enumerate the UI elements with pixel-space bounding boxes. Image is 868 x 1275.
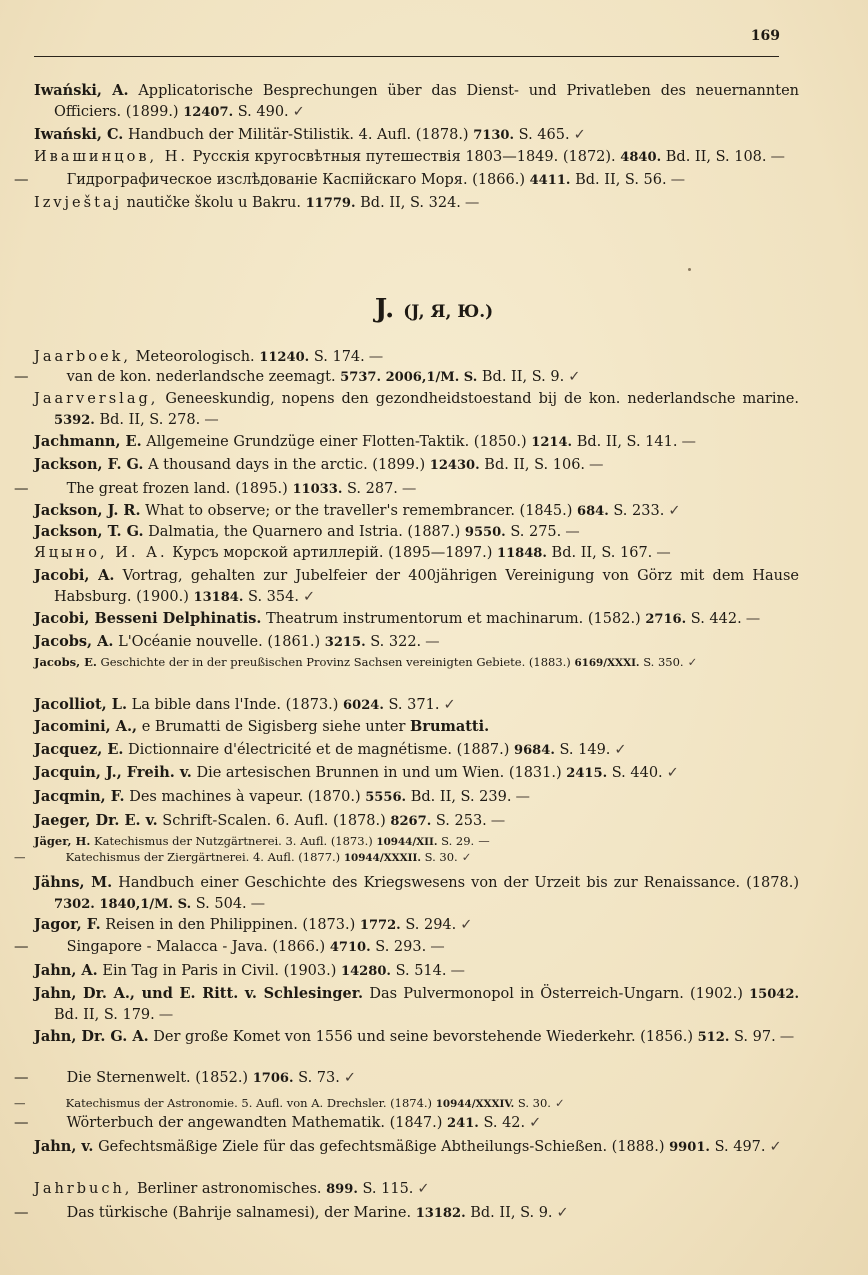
catalog-entry [14,1113,799,1134]
entry-reference: S. 504. [195,896,247,912]
dash-mark-icon: — [430,939,445,955]
dash-mark-icon: — [450,963,465,979]
catalog-entry [34,347,799,368]
catalog-entry [34,694,799,716]
entry-reference: S. 253. [435,813,487,829]
entry-number: 11033. [292,482,343,497]
entry-reference: S. 442. [690,611,742,627]
dash-mark-icon: — [490,813,506,829]
catalog-entry [34,1026,799,1048]
entry-reference: S. 293. [375,939,427,955]
entry-author: Iwański, C. [34,126,124,143]
checkmark-icon: ✓ [614,742,627,758]
entry-reference: S. 287. [346,481,398,497]
catalog-entry [34,983,799,1026]
entry-reference: Bd. II, S. 167. [551,545,653,561]
checkmark-icon: ✓ [417,1181,430,1197]
entry-number: 7130. [473,128,515,143]
catalog-entry [34,124,799,146]
entry-reference: S. 497. [714,1139,766,1155]
entry-reference: Bd. II, S. 278. [99,412,201,428]
entry-number: 4840. [620,150,662,165]
catalog-entry [34,1179,799,1200]
entry-reference: Bd. II, S. 179. [54,1007,155,1023]
entry-title: Ein Tag in Paris in Civil. (1903.) [102,963,337,979]
dash-mark-icon: — [656,545,671,561]
dash-mark-icon: — [770,149,785,165]
entry-reference: Bd. II, S. 9. [470,1205,553,1221]
ditto-dash: — [14,1205,29,1221]
checkmark-icon: ✓ [529,1115,542,1131]
entry-reference: S. 97. [733,1029,776,1045]
entry-reference: S. 294. [405,917,457,933]
entry-number: 3215. [324,635,366,650]
entry-number: 11779. [305,196,356,211]
entry-number: 12430. [429,458,480,473]
entry-title: Singapore - Malacca - Java. (1866.) [66,939,326,955]
entry-title: L'Océanie nouvelle. (1861.) [118,634,321,650]
entry-title: nautičke školu u Bakru. [126,195,301,211]
entry-reference: S. 149. [559,742,611,758]
entry-author: Jacolliot, L. [34,696,127,713]
checkmark-icon: ✓ [460,917,473,933]
entry-reference: Brumatti. [410,718,490,735]
entry-title: Гидрографическое изслѣдованіе Каспійскаго Моря. (1866.) [66,172,525,188]
catalog-entry [34,739,799,761]
catalog-entry [34,431,799,453]
catalog-entry [34,786,799,808]
entry-author: Jachmann, E. [34,433,142,450]
entry-number: 4411. [529,173,571,188]
entry-number: 5392. [54,413,95,428]
entry-number: 6024. [343,698,384,713]
catalog-entry [34,389,799,431]
entry-number: 241. [447,1116,479,1131]
ditto-dash: — [14,1070,29,1086]
entry-reference: Bd. II, S. 56. [575,172,667,188]
entry-title: van de kon. nederlandsche zeemagt. [66,369,336,385]
catalog-entry [34,654,799,672]
entry-number: 2716. [645,612,687,627]
entry-title: Katechismus der Ziergärtnerei. 4. Aufl. (1877.) [65,850,341,864]
dash-mark-icon: — [478,834,490,848]
entry-author: Jahn, A. [34,962,98,979]
entry-number: 13182. [415,1206,466,1221]
entry-author: Jacquez, E. [34,741,124,758]
catalog-entry [14,479,799,500]
catalog-entry [14,937,799,958]
entry-title: Allgemeine Grundzüge einer Flotten-Taktik. (1850.) [146,434,527,450]
entry-title: Die Sternenwelt. (1852.) [66,1070,249,1086]
dash-mark-icon: — [464,195,480,211]
entry-number: 684. [577,504,609,519]
entry-title: Handbuch der Militär-Stilistik. 4. Aufl. (1878.) [127,127,469,143]
ditto-dash: — [14,939,29,955]
entry-reference: Bd. II, S. 239. [410,789,512,805]
entry-number: 14280. [341,964,391,979]
entry-reference: S. 350. [643,655,684,669]
entry-title: Der große Komet von 1556 und seine bevorstehende Wiederkehr. (1856.) [153,1029,693,1045]
ditto-dash: — [14,850,26,864]
entry-reference: S. 322. [370,634,422,650]
checkmark-icon: ✓ [568,369,581,385]
entry-number: 11240. [259,350,310,365]
dash-mark-icon: — [681,434,696,450]
entry-title: A thousand days in the arctic. (1899.) [148,457,426,473]
dash-mark-icon: — [401,481,417,497]
checkmark-icon: ✓ [666,765,679,781]
catalog-entry [34,500,799,522]
dash-mark-icon: — [204,412,219,428]
entry-title: e Brumatti de Sigisberg siehe unter [141,719,406,735]
entry-number: 2415. [566,766,608,781]
entry-number: 5737. 2006,1/M. S. [340,370,478,385]
entry-author: Jacquin, J., Freih. v. [34,764,192,781]
entry-author: Jagor, F. [34,916,101,933]
catalog-entry [14,1203,799,1224]
dash-mark-icon: — [589,457,604,473]
entry-reference: Bd. II, S. 324. [360,195,461,211]
entry-title: Schrift-Scalen. 6. Aufl. (1878.) [162,813,386,829]
catalog-entry [34,454,799,476]
entry-number: 5556. [365,790,407,805]
entry-author: Jacobi, A. [34,567,115,584]
dash-mark-icon: — [670,172,686,188]
entry-number: 9901. [669,1140,710,1155]
entry-number: 10944/XXXIV. [435,1098,515,1110]
entry-reference: Bd. II, S. 141. [576,434,678,450]
entry-number: 1706. [252,1071,294,1086]
entry-title: Dalmatia, the Quarnero and Istria. (1887.) [148,524,461,540]
entry-author: Jacomini, A., [34,718,138,735]
catalog-entry [34,631,799,653]
catalog-entry [34,608,799,630]
entry-number: 9550. [464,525,506,540]
entry-number: 10944/XII. [376,836,438,848]
entry-author: Jaarverslag, [34,391,159,407]
section-variants: (J, Я, Ю.) [403,302,494,322]
ditto-dash: — [14,369,29,385]
entry-reference: S. 30. [517,1096,551,1110]
entry-author: Jacqmin, F. [34,788,125,805]
entry-title: La bible dans l'Inde. (1873.) [131,697,339,713]
entry-reference: S. 115. [362,1181,414,1197]
section-heading [0,294,868,324]
catalog-entry [34,543,799,564]
entry-author: Jacobs, E. [34,655,97,669]
entry-number: 15042. [749,987,800,1002]
entry-number: 10944/XXXII. [343,852,421,864]
entry-title: Handbuch einer Geschichte des Kriegswesens von der Urzeit bis zur Renaissance. (1878.) [118,875,799,891]
checkmark-icon: ✓ [687,655,698,669]
entry-reference: S. 174. [313,349,365,365]
entry-reference: S. 42. [483,1115,526,1131]
entry-author: Jahrbuch, [34,1181,133,1197]
entry-title: Die artesischen Brunnen in und um Wien. (1831.) [196,765,562,781]
checkmark-icon: ✓ [302,589,316,605]
checkmark-icon: ✓ [461,850,472,864]
entry-title: Katechismus der Nutzgärtnerei. 3. Aufl. (1873.) [94,834,373,848]
entry-title: Reisen in den Philippinen. (1873.) [105,917,356,933]
catalog-entry [34,565,799,608]
entry-title: Das türkische (Bahrije salnamesi), der Marine. [66,1205,412,1221]
entry-author: Jäger, H. [34,834,91,848]
entry-number: 6169/XXXI. [574,657,640,669]
page-number: 169 [750,28,780,44]
entry-author: Jahn, v. [34,1138,94,1155]
entry-reference: S. 465. [518,127,570,143]
entry-number: 1214. [531,435,573,450]
catalog-entry [34,716,799,738]
catalog-entry [34,872,799,915]
dash-mark-icon: — [158,1007,174,1023]
catalog-entry [14,849,799,867]
dash-mark-icon: — [515,789,530,805]
catalog-entry [34,521,799,543]
entry-number: 4710. [329,940,371,955]
entry-reference: S. 29. [441,834,475,848]
page-speck [688,268,691,271]
catalog-entry [34,193,799,214]
entry-author: Jackson, J. R. [34,502,141,519]
entry-title: Vortrag, gehalten zur Jubelfeier der 400jährigen Vereinigung von Görz mit dem Hause Habsburg. (1900.) [54,568,799,605]
checkmark-icon: ✓ [443,697,456,713]
entry-number: 1772. [359,918,401,933]
entry-title: Geschichte der in der preußischen Provinz Sachsen vereinigten Gebiete. (1883.) [100,655,571,669]
dash-mark-icon: — [425,634,440,650]
entry-number: 8267. [390,814,432,829]
entry-author: Jahn, Dr. A., und E. Ritt. v. Schlesinger. [34,985,364,1002]
ditto-dash: — [14,172,29,188]
entry-author: Ивашинцов, Н. [34,149,188,165]
entry-reference: S. 354. [248,589,299,605]
catalog-entry [34,914,799,936]
entry-title: Wörterbuch der angewandten Mathematik. (1847.) [66,1115,443,1131]
checkmark-icon: ✓ [769,1139,782,1155]
entry-reference: S. 73. [298,1070,340,1086]
dash-mark-icon: — [368,349,384,365]
checkmark-icon: ✓ [573,127,586,143]
entry-reference: S. 490. [237,104,289,120]
checkmark-icon: ✓ [556,1205,569,1221]
entry-author: Iwański, A. [34,82,129,99]
catalog-entry [34,762,799,784]
entry-reference: S. 371. [388,697,440,713]
entry-author: Jähns, M. [34,874,113,891]
entry-number: 899. [326,1182,358,1197]
checkmark-icon: ✓ [668,503,681,519]
dash-mark-icon: — [779,1029,795,1045]
entry-author: Jacobi, Besseni Delphinatis. [34,610,262,627]
entry-author: Jaeger, Dr. E. v. [34,812,158,829]
entry-title: Курсъ морской артиллерiй. (1895—1897.) [172,545,493,561]
dash-mark-icon: — [565,524,580,540]
ditto-dash: — [14,481,29,497]
dash-mark-icon: — [745,611,761,627]
entry-number: 13184. [193,590,244,605]
checkmark-icon: ✓ [554,1096,565,1110]
entry-title: Русскія кругосвѣтныя путешествія 1803—1849. (1872). [192,149,616,165]
entry-title: What to observe; or the traveller's remembrancer. (1845.) [145,503,573,519]
header-rule [34,56,779,57]
entry-title: Geneeskundig, nopens den gezondheidstoestand bij de kon. nederlandsche marine. [165,391,799,407]
ditto-dash: — [14,1096,26,1110]
entry-title: Dictionnaire d'électricité et de magnétisme. (1887.) [128,742,510,758]
entry-number: 512. [697,1030,730,1045]
catalog-entry [34,960,799,982]
entry-reference: S. 233. [613,503,665,519]
entry-reference: S. 275. [510,524,562,540]
checkmark-icon: ✓ [343,1070,357,1086]
entry-author: Izvještaj [34,195,123,211]
catalog-entry [34,80,799,123]
entry-author: Jahn, Dr. G. A. [34,1028,149,1045]
entry-author: Jackson, F. G. [34,456,144,473]
entry-number: 9684. [514,743,555,758]
catalog-entry [14,1068,799,1089]
dash-mark-icon: — [250,896,266,912]
entry-number: 7302. 1840,1/M. S. [54,897,192,912]
entry-reference: Bd. II, S. 108. [665,149,767,165]
catalog-entry [34,1136,799,1158]
entry-reference: Bd. II, S. 9. [481,369,565,385]
entry-reference: S. 30. [424,850,458,864]
entry-title: Gefechtsmäßige Ziele für das gefechtsmäßige Abtheilungs-Schießen. (1888.) [98,1139,665,1155]
section-letter: J. [374,294,395,324]
entry-title: Berliner astronomisches. [137,1181,322,1197]
catalog-entry [14,1095,799,1113]
entry-reference: Bd. II, S. 106. [484,457,586,473]
entry-title: Das Pulvermonopol in Österreich-Ungarn. (1902.) [369,986,743,1002]
catalog-entry [34,810,799,832]
catalog-entry [14,367,799,388]
entry-reference: S. 440. [611,765,663,781]
entry-reference: S. 514. [395,963,447,979]
catalog-entry [14,170,799,191]
entry-title: The great frozen land. (1895.) [66,481,288,497]
entry-author: Jacobs, A. [34,633,114,650]
entry-author: Jackson, T. G. [34,523,144,540]
entry-author: Jaarboek, [34,349,132,365]
ditto-dash: — [14,1115,29,1131]
catalog-entry [34,147,799,168]
entry-title: Katechismus der Astronomie. 5. Aufl. von A. Drechsler. (1874.) [65,1096,433,1110]
entry-title: Applicatorische Besprechungen über das Dienst- und Privatleben des neuernannten Officiers. (1899.) [54,83,799,120]
entry-title: Meteorologisch. [135,349,255,365]
entry-title: Des machines à vapeur. (1870.) [129,789,361,805]
entry-title: Theatrum instrumentorum et machinarum. (1582.) [266,611,641,627]
entry-number: 12407. [183,105,234,120]
checkmark-icon: ✓ [292,104,305,120]
entry-author: Яцыно, И. А. [34,545,168,561]
entry-number: 11848. [497,546,547,561]
